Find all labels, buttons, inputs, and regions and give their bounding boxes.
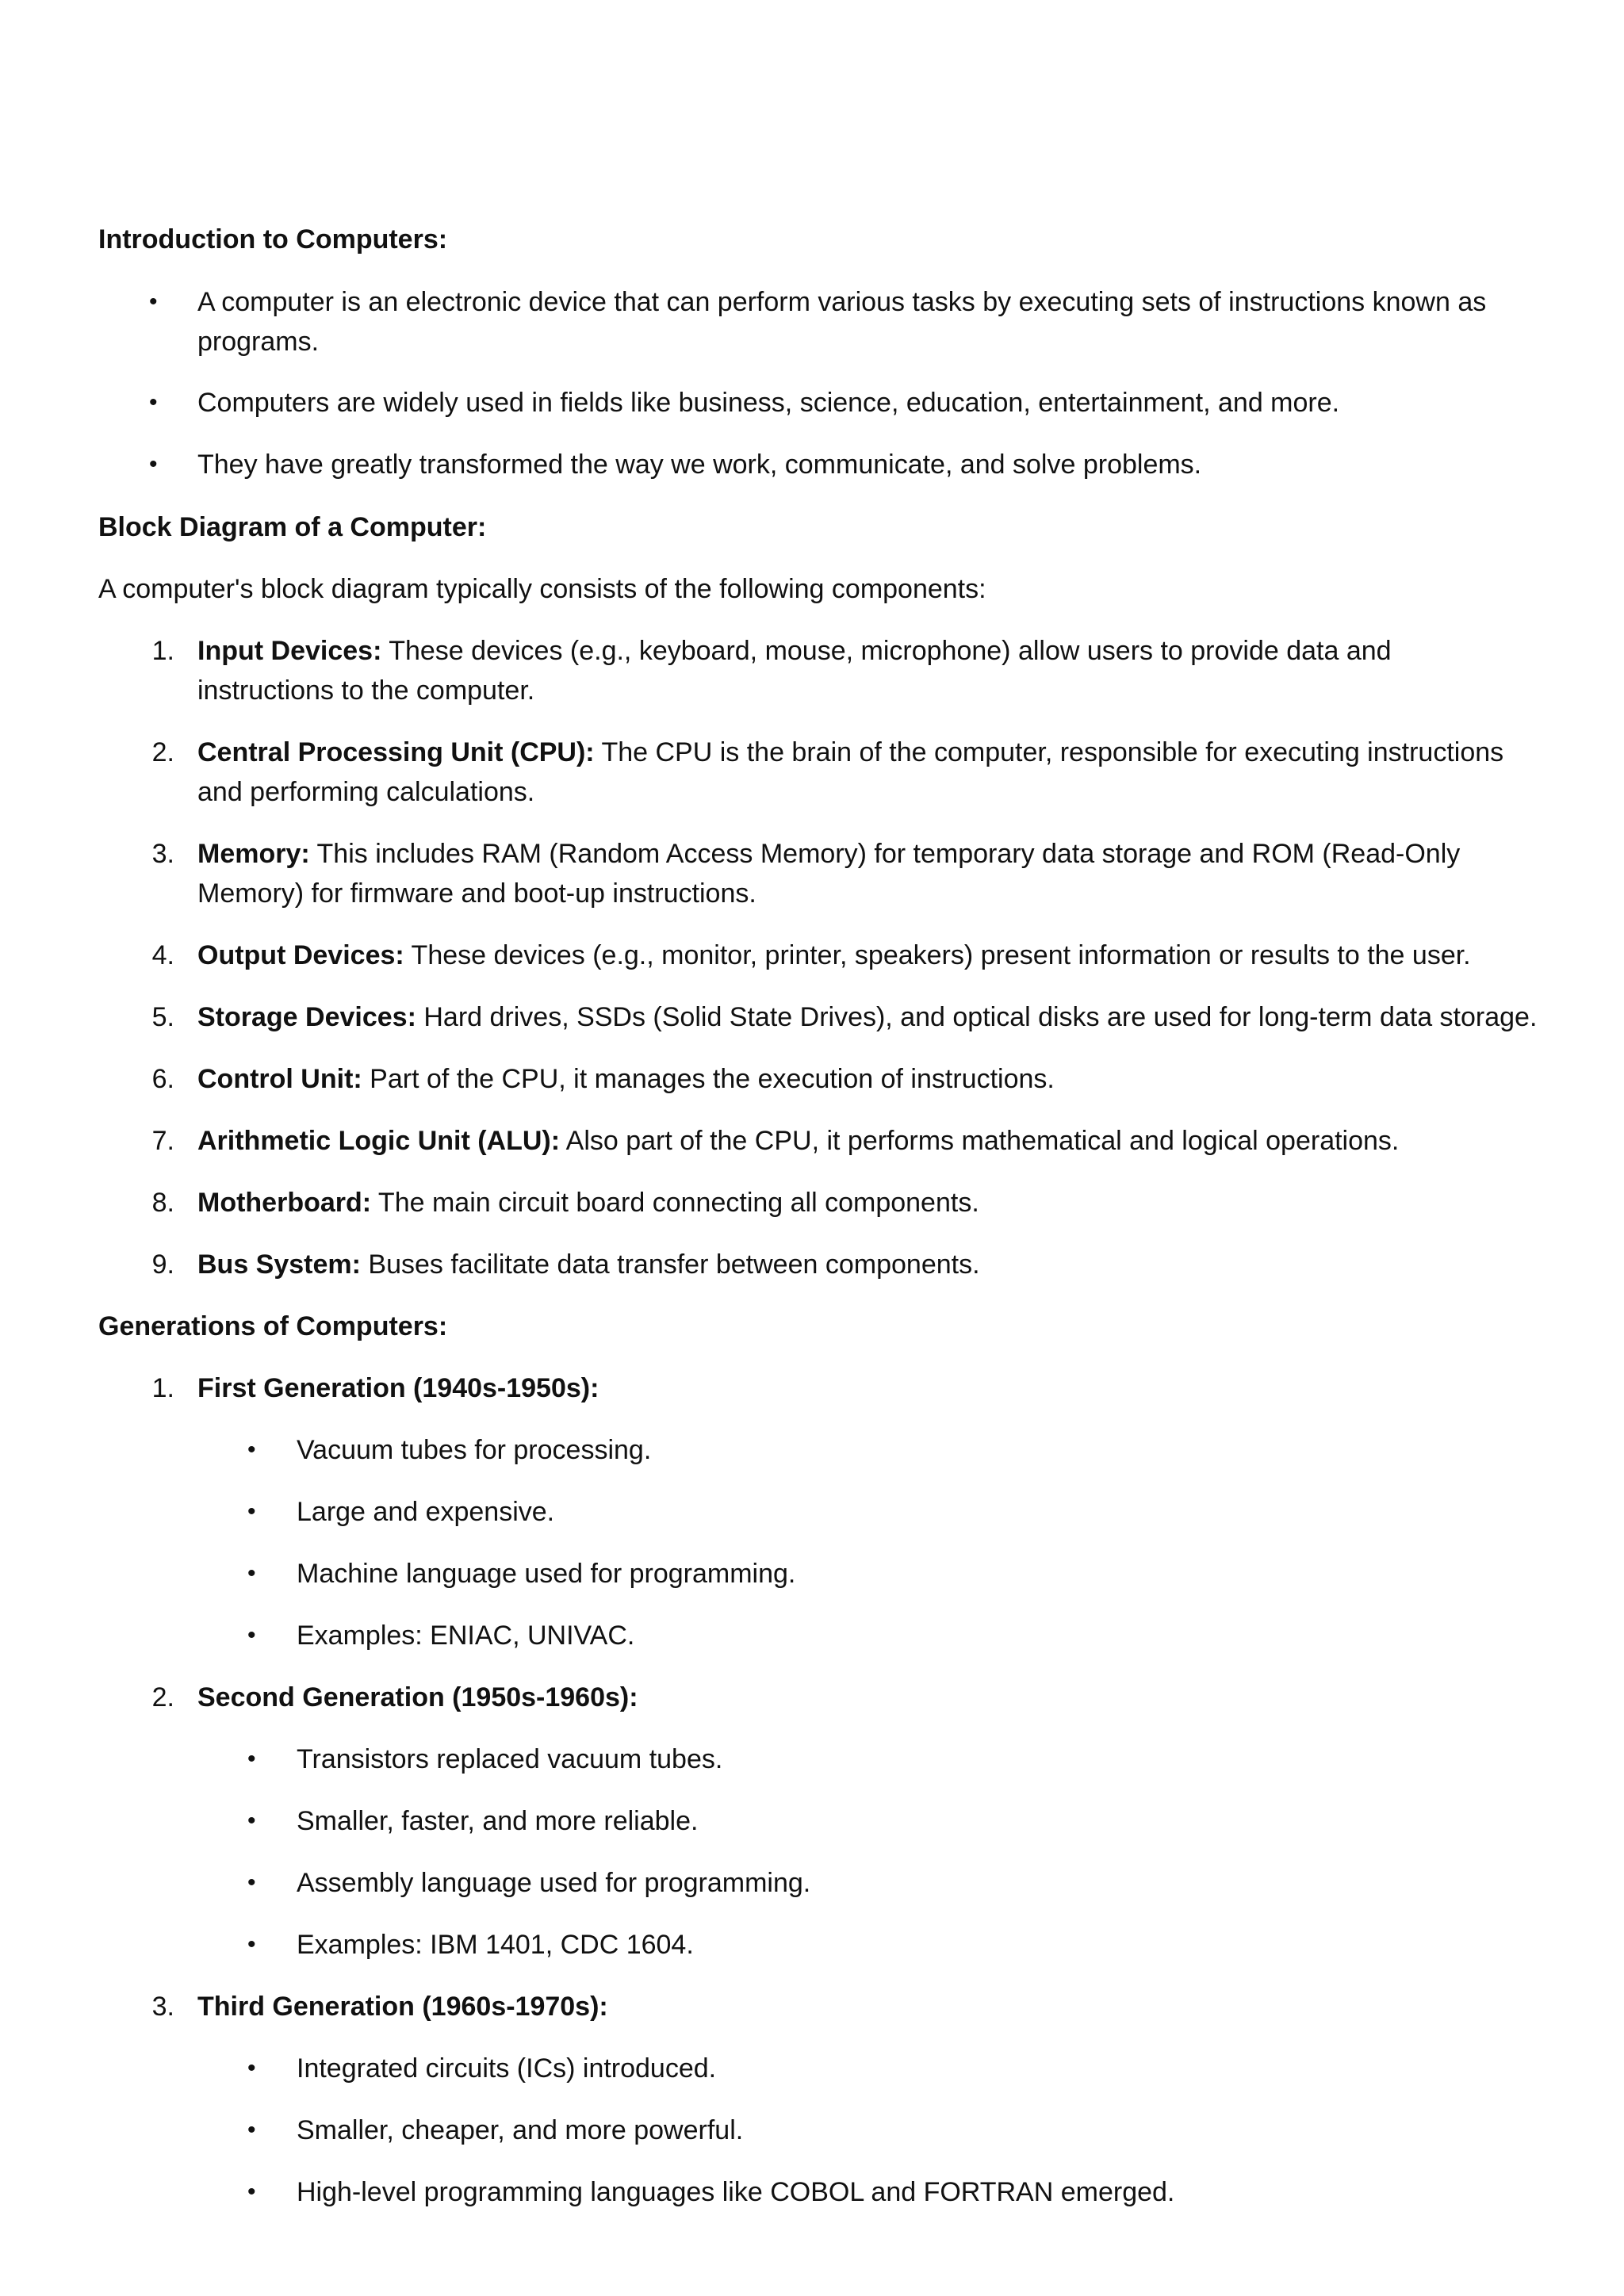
intro-bullet-2: Computers are widely used in fields like business, science, education, entertainment, and more. (197, 388, 1340, 418)
term: Central Processing Unit (CPU): (197, 737, 595, 767)
bullet-dot: • (247, 1498, 256, 1525)
desc: Also part of the CPU, it performs mathematical and logical operations. (560, 1126, 1400, 1156)
bullet-dot: • (247, 1622, 256, 1648)
list-number: 7. (151, 1126, 174, 1156)
term: Output Devices: (197, 940, 404, 970)
term: Motherboard: (197, 1188, 372, 1218)
bullet-dot: • (149, 389, 158, 415)
block-item-2 (197, 733, 1503, 772)
list-number: 9. (151, 1249, 174, 1280)
intro-bullet-1-line-2: programs. (197, 327, 320, 357)
block-item-2-cont: and performing calculations. (197, 777, 535, 807)
list-number: 2. (151, 1682, 174, 1712)
desc: Part of the CPU, it manages the execution of instructions. (362, 1064, 1055, 1094)
block-item-1 (197, 631, 1392, 671)
term: Control Unit: (197, 1064, 362, 1094)
gen-2-point: Assembly language used for programming. (297, 1868, 811, 1898)
block-heading: Block Diagram of a Computer: (98, 512, 487, 542)
desc: The main circuit board connecting all components. (371, 1188, 979, 1218)
bullet-dot: • (247, 2055, 256, 2081)
block-item-7 (197, 1121, 1399, 1161)
gen-3-point: Integrated circuits (ICs) introduced. (297, 2053, 717, 2084)
desc: These devices (e.g., keyboard, mouse, microphone) allow users to provide data and (381, 636, 1392, 666)
term: Bus System: (197, 1249, 361, 1280)
bullet-dot: • (247, 1746, 256, 1772)
desc: Buses facilitate data transfer between components. (360, 1249, 980, 1280)
gen-2-point: Smaller, faster, and more reliable. (297, 1806, 699, 1836)
block-item-9 (197, 1245, 980, 1284)
intro-heading: Introduction to Computers: (98, 224, 448, 254)
term: Arithmetic Logic Unit (ALU): (197, 1126, 561, 1156)
desc: This includes RAM (Random Access Memory) for temporary data storage and ROM (Read-Only (309, 839, 1461, 869)
intro-bullet-3: They have greatly transformed the way we work, communicate, and solve problems. (197, 450, 1202, 480)
term: Storage Devices: (197, 1002, 416, 1032)
block-item-3 (197, 834, 1460, 874)
gen-1-title: First Generation (1940s-1950s): (197, 1373, 599, 1403)
list-number: 1. (151, 636, 174, 666)
bullet-dot: • (149, 451, 158, 477)
list-number: 2. (151, 737, 174, 767)
list-number: 3. (151, 1992, 174, 2022)
gen-1-point: Large and expensive. (297, 1497, 555, 1527)
gen-2-point: Transistors replaced vacuum tubes. (297, 1744, 723, 1774)
bullet-dot: • (247, 2117, 256, 2143)
bullet-dot: • (247, 1560, 256, 1586)
gen-3-point: Smaller, cheaper, and more powerful. (297, 2115, 744, 2145)
list-number: 3. (151, 839, 174, 869)
gen-2-point: Examples: IBM 1401, CDC 1604. (297, 1930, 694, 1960)
block-item-8 (197, 1183, 979, 1223)
block-intro: A computer's block diagram typically consists of the following components: (98, 574, 986, 604)
list-number: 4. (151, 940, 174, 970)
bullet-dot: • (149, 289, 158, 315)
bullet-dot: • (247, 1869, 256, 1896)
generations-heading: Generations of Computers: (98, 1311, 448, 1341)
block-item-4 (197, 936, 1471, 975)
term: Input Devices: (197, 636, 382, 666)
block-item-3-cont: Memory) for firmware and boot-up instructions. (197, 878, 756, 909)
list-number: 6. (151, 1064, 174, 1094)
block-item-6 (197, 1059, 1055, 1099)
bullet-dot: • (247, 1437, 256, 1463)
gen-1-point: Examples: ENIAC, UNIVAC. (297, 1621, 635, 1651)
bullet-dot: • (247, 1931, 256, 1957)
desc: These devices (e.g., monitor, printer, speakers) present information or results to the user. (404, 940, 1471, 970)
term: Memory: (197, 839, 310, 869)
list-number: 5. (151, 1002, 174, 1032)
intro-bullet-1-line-1: A computer is an electronic device that can perform various tasks by executing sets of instructions known as (197, 287, 1487, 317)
desc: The CPU is the brain of the computer, responsible for executing instructions (594, 737, 1504, 767)
block-item-5 (197, 997, 1537, 1037)
desc: Hard drives, SSDs (Solid State Drives), and optical disks are used for long-term data storage. (416, 1002, 1538, 1032)
gen-1-point: Vacuum tubes for processing. (297, 1435, 652, 1465)
list-number: 8. (151, 1188, 174, 1218)
bullet-dot: • (247, 1808, 256, 1834)
bullet-dot: • (247, 2179, 256, 2205)
gen-1-point: Machine language used for programming. (297, 1559, 796, 1589)
gen-3-title: Third Generation (1960s-1970s): (197, 1992, 608, 2022)
gen-3-point: High-level programming languages like COBOL and FORTRAN emerged. (297, 2177, 1175, 2207)
gen-2-title: Second Generation (1950s-1960s): (197, 1682, 638, 1712)
block-item-1-cont: instructions to the computer. (197, 675, 535, 706)
list-number: 1. (151, 1373, 174, 1403)
